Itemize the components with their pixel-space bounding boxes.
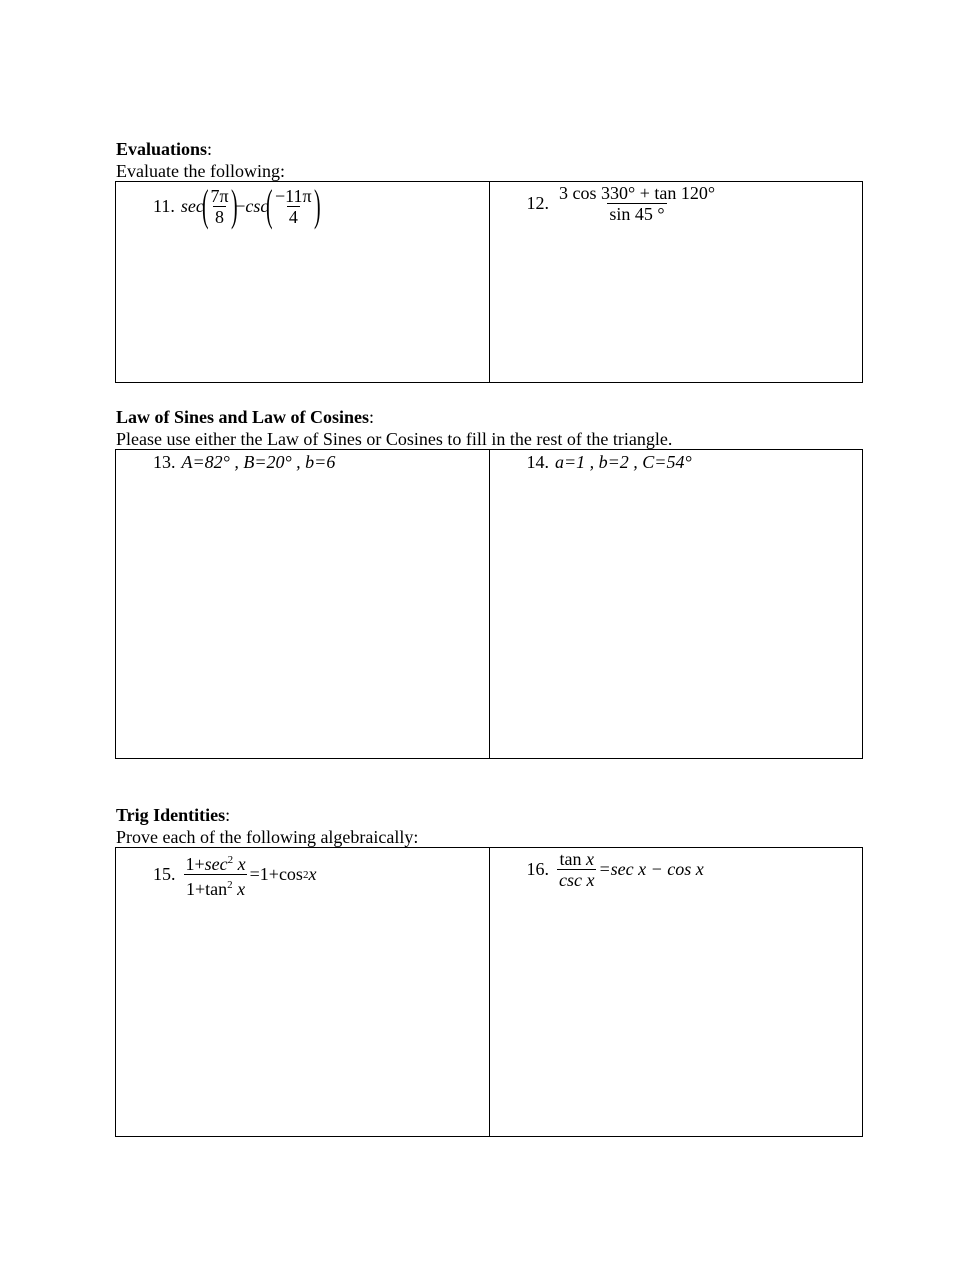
den-exponent: 2	[227, 879, 233, 891]
problem-14-cell	[489, 450, 863, 759]
problem-15	[153, 850, 316, 899]
evaluations-colon: :	[207, 139, 213, 159]
fraction-numerator: 3 cos 330° + tan 120°	[559, 183, 716, 203]
fraction-numerator: 7π	[210, 185, 229, 206]
den-part: 1+tan	[185, 879, 228, 899]
fraction-denominator: 4	[288, 206, 298, 227]
evaluations-table	[115, 181, 863, 383]
trig-identities-table	[115, 847, 863, 1137]
law-of-sines-heading: Law of Sines and Law of Cosines	[116, 407, 370, 427]
den-var: x	[232, 879, 246, 899]
problem-13-expression: A=82° , B=20° , b=6	[181, 452, 336, 472]
problem-12-cell	[489, 182, 863, 383]
paren-open: (	[266, 181, 274, 230]
law-of-sines-title	[116, 407, 374, 427]
problem-11	[153, 181, 321, 230]
problem-14-expression: a=1 , b=2 , C=54°	[555, 452, 692, 472]
paren-open: (	[201, 181, 209, 230]
rhs-exponent: 2	[302, 868, 309, 881]
problem-16-fraction	[557, 849, 596, 890]
evaluations-heading: Evaluations	[116, 139, 208, 159]
trig-identities-title	[116, 805, 230, 825]
paren-close: )	[230, 181, 238, 230]
num-exponent: 2	[227, 854, 234, 866]
num-tan: tan	[559, 849, 586, 869]
problem-13	[153, 452, 335, 473]
problem-12-number: 12.	[526, 193, 549, 213]
problem-11-number: 11.	[153, 195, 175, 216]
evaluations-title	[116, 139, 212, 159]
problem-13-number: 13.	[153, 452, 176, 472]
fraction-denominator: 8	[215, 206, 225, 227]
trig-identities-colon: :	[225, 805, 231, 825]
trig-identities-description: Prove each of the following algebraically:	[116, 827, 419, 847]
problem-14	[527, 452, 692, 473]
rhs-var: x	[308, 864, 317, 884]
fraction-denominator	[184, 874, 247, 899]
rhs-part: =1+cos	[249, 864, 303, 884]
law-of-sines-colon: :	[369, 407, 375, 427]
fraction-7pi-8	[208, 186, 230, 227]
num-sec: sec	[204, 854, 228, 874]
problem-15-cell	[116, 848, 490, 1137]
problem-15-number: 15.	[153, 864, 176, 884]
fraction-numerator	[184, 850, 248, 874]
fraction-denominator: sin 45 °	[609, 204, 665, 224]
fraction-denominator: csc x	[559, 870, 595, 890]
problem-12	[527, 183, 720, 224]
problem-15-fraction	[184, 850, 248, 899]
problem-16-number: 16.	[526, 859, 549, 879]
num-var: x	[585, 849, 594, 869]
csc-function: csc	[245, 195, 269, 216]
evaluations-description: Evaluate the following:	[116, 161, 285, 181]
law-of-sines-description: Please use either the Law of Sines or Cosines to fill in the rest of the triangle.	[116, 429, 673, 449]
problem-16	[527, 849, 704, 890]
fraction-neg11pi-4	[273, 186, 314, 227]
law-of-sines-table	[115, 449, 863, 759]
fraction-numerator	[557, 849, 596, 869]
minus-sign: −	[235, 195, 246, 216]
num-part: 1+	[185, 854, 205, 874]
num-var: x	[233, 854, 246, 874]
problem-11-cell	[116, 182, 490, 383]
problem-13-cell	[116, 450, 490, 759]
problem-12-fraction	[557, 183, 717, 224]
problem-16-cell	[489, 848, 863, 1137]
problem-16-rhs: =sec x − cos x	[598, 859, 704, 879]
fraction-numerator: −11π	[275, 185, 312, 206]
trig-identities-heading: Trig Identities	[116, 805, 226, 825]
problem-14-number: 14.	[526, 452, 549, 472]
paren-close: )	[313, 181, 321, 230]
sec-function: sec	[180, 195, 204, 216]
